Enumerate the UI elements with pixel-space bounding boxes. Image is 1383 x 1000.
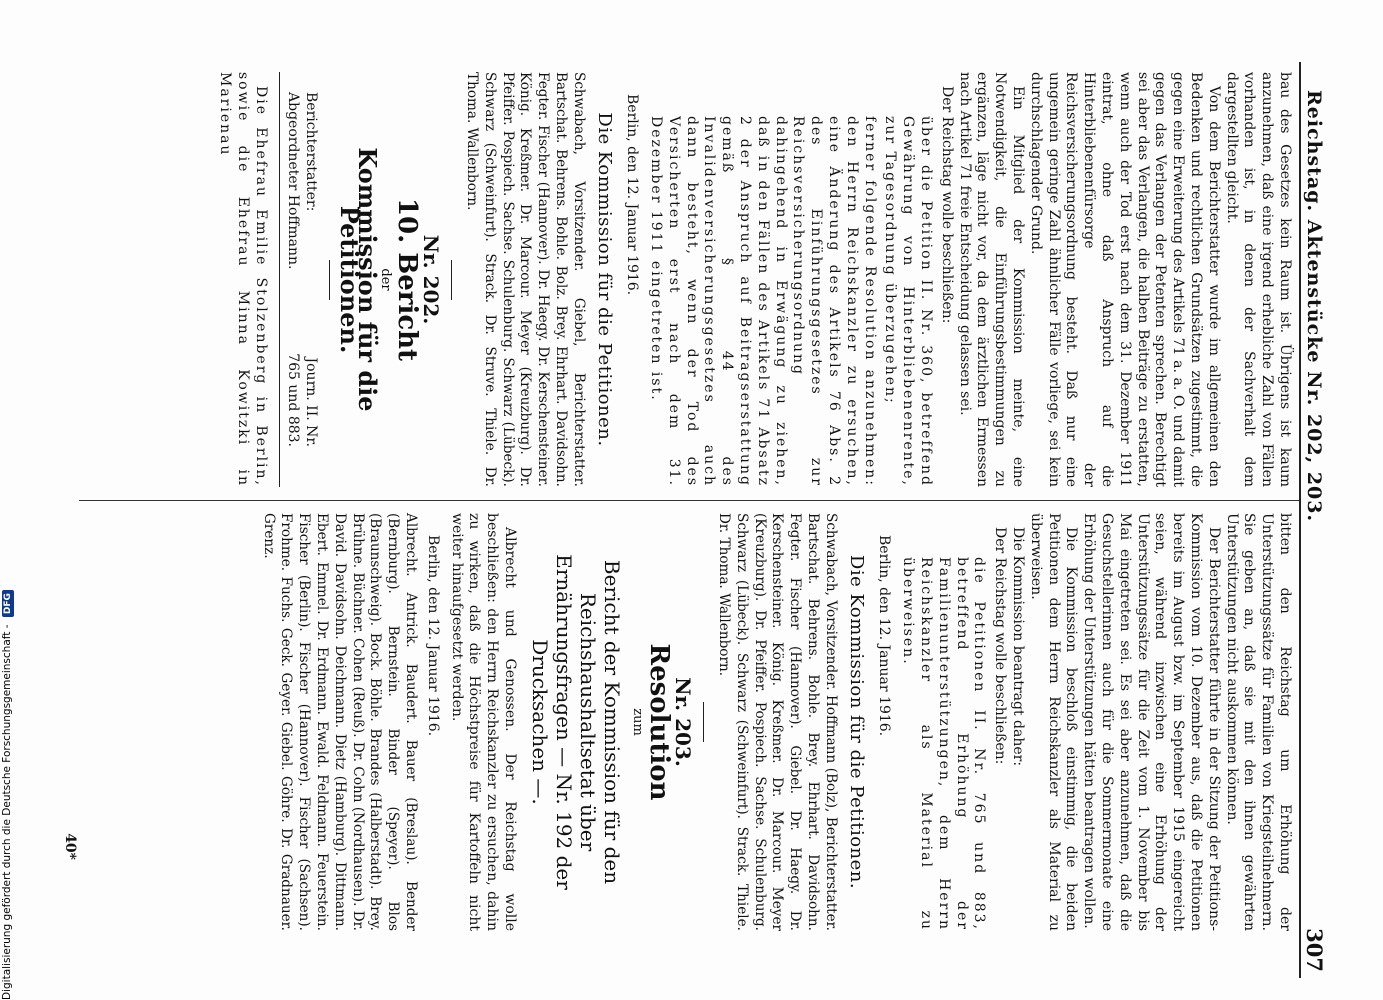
separator (329, 260, 330, 300)
date-line: Berlin, den 12. Januar 1916. (876, 535, 893, 737)
separator (451, 260, 452, 300)
der-label: der (377, 268, 393, 291)
left-column (215, 72, 1293, 487)
paragraph: Die Kommission beschloß einstimmig, die beiden Petitionen dem Herrn Reichskanzler als Material zu überweisen. (1027, 513, 1080, 931)
journal-ref: Journ. II. Nr. 765 und 883. (285, 353, 320, 447)
digitization-text: Digitalisierung gefördert durch die Deutsche Forschungsgemeinschaft - (1, 624, 13, 1000)
zum-label: zum (629, 708, 645, 736)
reporter-name: Abgeordneter Hoffmann. (285, 92, 302, 270)
page-header: Reichstag. Aktenstücke Nr. 202, 203. (1303, 90, 1325, 523)
motion-item: die Petitionen II. Nr. 765 und 883, betreffend Erhöhung der Familienunterstützungen, dem Herrn Reichskanzler als Material zu überweisen. (900, 557, 988, 931)
report-number: 10. Bericht (392, 197, 423, 362)
resolution-title: Resolution (644, 643, 675, 801)
member-list: Schwabach, Vorsitzender. Hoffmann (Bolz), Berichterstatter. Bartschat. Behrens. Bohle. Brey. Ehrhart. Davidsohn. Fegter. Fischer (Hannover). Giebel. Dr. Haegy. Dr. Kerschensteiner. König. Kreßmer. Dr. Marcour. Meyer (Kreuzburg). Dr. Pfeiffer. Pospiech. Sachse. Schulenburg. Schwarz (Lübeck). Schwarz (Schweinfurt). Strack. Thiele. Dr. Thoma. Wallenborn. (716, 513, 839, 931)
report-reference: Bericht der Kommission für den Reichshaushaltsetat über Ernährungsfragen — Nr. 192 der Drucksachen —. (527, 554, 624, 890)
paragraph: Von dem Berichterstatter wurde im allgemeinen den Bedenken und rechtlichen Grundsätzen zugestimmt, die gegen eine Erweiterung des Artikels 71 a. a. O. und damit gegen das Verlangen der Petenten sprechen. Berechtigt sei aber das Verlangen, die halben Beiträge zu erstatten, wenn auch der Tod erst nach dem 31. Dezember 1911 eintrat, ohne daß Anspruch auf die Hinterbliebenenfürsorge der Reichsversicherungsordnung besteht. Daß nur eine ungemein geringe Zahl ähnlicher Fälle vorliege, sei kein durchschlagender Grund. (1027, 72, 1222, 487)
motion-item: ferner folgende Resolution anzunehmen: den Herrn Reichskanzler zu ersuchen, eine Änderung des Artikels 76 Abs. 2 des Einführungsgesetzes zur Reichsversicherungsordnung dahingehend in Erwägung zu ziehen, daß in den Fällen des Artikels 71 Absatz 2 der Anspruch auf Beitragserstattung gemäß § 44 des Invalidenversicherungsgesetzes auch dann besteht, wenn der Tod des Versicherten erst nach dem 31. Dezember 1911 eingetreten ist. (648, 116, 878, 487)
signatory-list: Albrecht. Antrick. Baudert. Bauer (Breslau). Bender (Bernburg). Bernstein. Binder (Speyer). Blos (Braunschweig). Bock. Böhle. Brandes (Halberstadt). Brey. Brühne. Büchner. Cohen (Reuß). Dr. Cohn (Nordhausen). Dr. David. Davidsohn. Deichmann. Dietz (Hamburg). Dittmann. Ebert. Emmel. Dr. Erdmann. Ewald. Feldmann. Feuerstein. Fischer (Berlin). Fischer (Hannover). Fischer (Sachsen). Frohme. Fuchs. Geck. Geyer. Giebel. Göhre. Dr. Gradnauer. Grenz. (260, 513, 419, 931)
page-number: 307 (1302, 928, 1327, 972)
right-column (259, 513, 1293, 931)
paragraph: Die Kommission beantragt daher: (1010, 527, 1027, 767)
paragraph: Ein Mitglied der Kommission meinte, eine Notwendigkeit, die Einführungsbestimmungen zu ergänzen, läge nicht vor, da dem ärztlichen Ermessen nach Artikel 71 freie Entscheidung gelassen sei. (956, 72, 1027, 487)
document-number: Nr. 203. (671, 677, 696, 767)
reporter-block (279, 72, 320, 487)
date-line: Berlin, den 12. Januar 1916. (624, 94, 641, 296)
footnote-mark: 40* (62, 833, 78, 860)
separator (703, 702, 704, 742)
member-list: Schwabach, Vorsitzender. Giebel, Berichterstatter. Bartschat. Behrens. Bohle. Bolz. Brey. Ehrhart. Davidsohn. Fegter. Fischer (Hannover). Dr. Haegy. Dr. Kerschensteiner. König. Kreßmer. Dr. Marcour. Meyer (Kreuzburg). Dr. Pfeiffer. Pospiech. Sachse. Schulenburg. Schwarz (Lübeck). Schwarz (Schweinfurt). Strack. Dr. Struve. Thiele. Dr. Thoma. Wallenborn. (463, 72, 587, 487)
paragraph: Der Reichstag wolle beschließen: (938, 86, 955, 324)
commission-title: Die Kommission für die Petitionen. (845, 554, 867, 890)
motion-paragraph: Albrecht und Genossen. Der Reichstag wolle beschließen: den Herrn Reichskanzler zu ersuchen, dahin zu wirken, daß die Höchstpreise für Kartoffeln nicht weiter hinaufgesetzt werden. (448, 513, 518, 931)
document-number: Nr. 202. (419, 234, 444, 325)
digitization-note (1, 590, 14, 1000)
dfg-logo: DFG (2, 590, 14, 617)
petition-start: Die Ehefrau Emilie Stolzenberg in Berlin, sowie die Ehefrau Minna Kowitzki in Marienau (216, 72, 269, 487)
report-title: Kommission für die Petitionen. (334, 147, 382, 412)
intro-paragraph: bau des Gesetzes kein Raum ist. Übrigens ist kaum anzunehmen, daß eine irgend erhebliche Zahl von Fällen vorhanden ist, in denen der Sachverhalt dem dargestellten gleicht. (1223, 72, 1293, 487)
commission-title: Die Kommission für die Petitionen. (593, 112, 615, 447)
header-rule (1299, 62, 1301, 978)
paragraph: Der Berichterstatter führte in der Sitzung der Petitions-Kommission vom 10. Dezember aus, daß die Petitionen bereits im August bzw. im September 1915 eingereicht seien, während inzwischen eine Erhöhung der Unterstützungssätze für die Zeit vom 1. November bis Mai eingetreten sei. Es sei aber anzunehmen, daß die Gesuchstellerinnen auch für die Sommermonate eine Erhöhung der Unterstützungen hätten beantragen wollen. (1081, 513, 1222, 931)
continuation-paragraph: bitten den Reichstag um Erhöhung der Unterstützungssätze für Familien von Kriegsteilnehmern. Sie geben an, daß sie mit den ihnen gewährten Unterstützungen nicht auskommen können. (1223, 513, 1293, 931)
paragraph: Der Reichstag wolle beschließen: (992, 527, 1009, 765)
reporter-label: Berichterstatter: (303, 92, 320, 212)
motion-item: über die Petition II. Nr. 360, betreffend Gewährung von Hinterbliebenenrente, zur Tagesordnung überzugehen; (882, 116, 935, 487)
date-line: Berlin, den 12. Januar 1916. (424, 535, 441, 737)
column-divider (79, 500, 1299, 501)
